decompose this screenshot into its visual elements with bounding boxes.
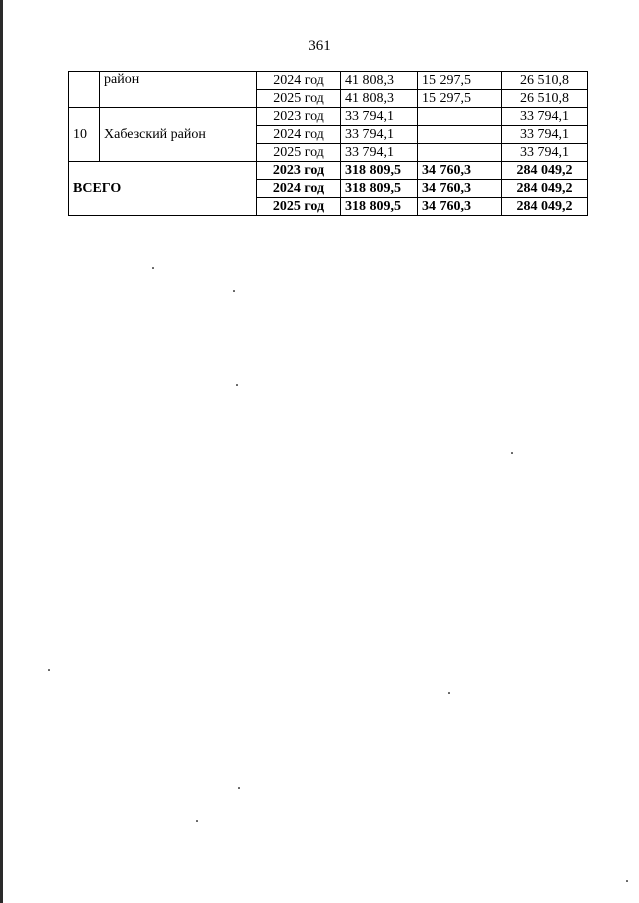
scan-speck xyxy=(233,290,235,292)
value-cell-3: 26 510,8 xyxy=(502,90,588,108)
value-cell-3: 33 794,1 xyxy=(502,126,588,144)
year-cell: 2023 год xyxy=(257,108,341,126)
value-cell-3: 284 049,2 xyxy=(502,180,588,198)
row-number-cell: 10 xyxy=(69,108,100,162)
value-total-cell: 318 809,5 xyxy=(341,180,418,198)
scan-speck xyxy=(152,267,154,269)
value-cell-2: 34 760,3 xyxy=(418,198,502,216)
total-row xyxy=(69,162,588,180)
total-label-cell: ВСЕГО xyxy=(69,162,257,216)
value-cell-3: 284 049,2 xyxy=(502,162,588,180)
value-total-cell: 318 809,5 xyxy=(341,198,418,216)
year-cell: 2025 год xyxy=(257,144,341,162)
scan-speck xyxy=(448,692,450,694)
table-row xyxy=(69,108,588,126)
scan-speck xyxy=(48,669,50,671)
year-cell: 2023 год xyxy=(257,162,341,180)
value-cell-2 xyxy=(418,144,502,162)
year-cell: 2025 год xyxy=(257,90,341,108)
value-total-cell: 33 794,1 xyxy=(341,144,418,162)
value-total-cell: 33 794,1 xyxy=(341,108,418,126)
value-cell-2: 34 760,3 xyxy=(418,180,502,198)
year-cell: 2025 год xyxy=(257,198,341,216)
scan-speck xyxy=(196,820,198,822)
scan-speck xyxy=(236,384,238,386)
value-cell-2 xyxy=(418,126,502,144)
value-total-cell: 318 809,5 xyxy=(341,162,418,180)
value-cell-2: 34 760,3 xyxy=(418,162,502,180)
value-cell-3: 26 510,8 xyxy=(502,72,588,90)
table-row xyxy=(69,72,588,90)
scan-speck xyxy=(626,880,628,882)
scan-left-edge xyxy=(0,0,3,903)
value-total-cell: 33 794,1 xyxy=(341,126,418,144)
page-number: 361 xyxy=(308,38,331,54)
scan-speck xyxy=(238,787,240,789)
value-total-cell: 41 808,3 xyxy=(341,72,418,90)
value-cell-3: 284 049,2 xyxy=(502,198,588,216)
budget-table xyxy=(68,71,588,216)
value-total-cell: 41 808,3 xyxy=(341,90,418,108)
year-cell: 2024 год xyxy=(257,126,341,144)
value-cell-2 xyxy=(418,108,502,126)
year-cell: 2024 год xyxy=(257,180,341,198)
value-cell-3: 33 794,1 xyxy=(502,144,588,162)
scan-speck xyxy=(511,452,513,454)
value-cell-2: 15 297,5 xyxy=(418,90,502,108)
value-cell-2: 15 297,5 xyxy=(418,72,502,90)
district-name-cell: Хабезский район xyxy=(100,108,257,162)
year-cell: 2024 год xyxy=(257,72,341,90)
district-name-cell: район xyxy=(100,72,257,108)
value-cell-3: 33 794,1 xyxy=(502,108,588,126)
row-number-cell xyxy=(69,72,100,108)
